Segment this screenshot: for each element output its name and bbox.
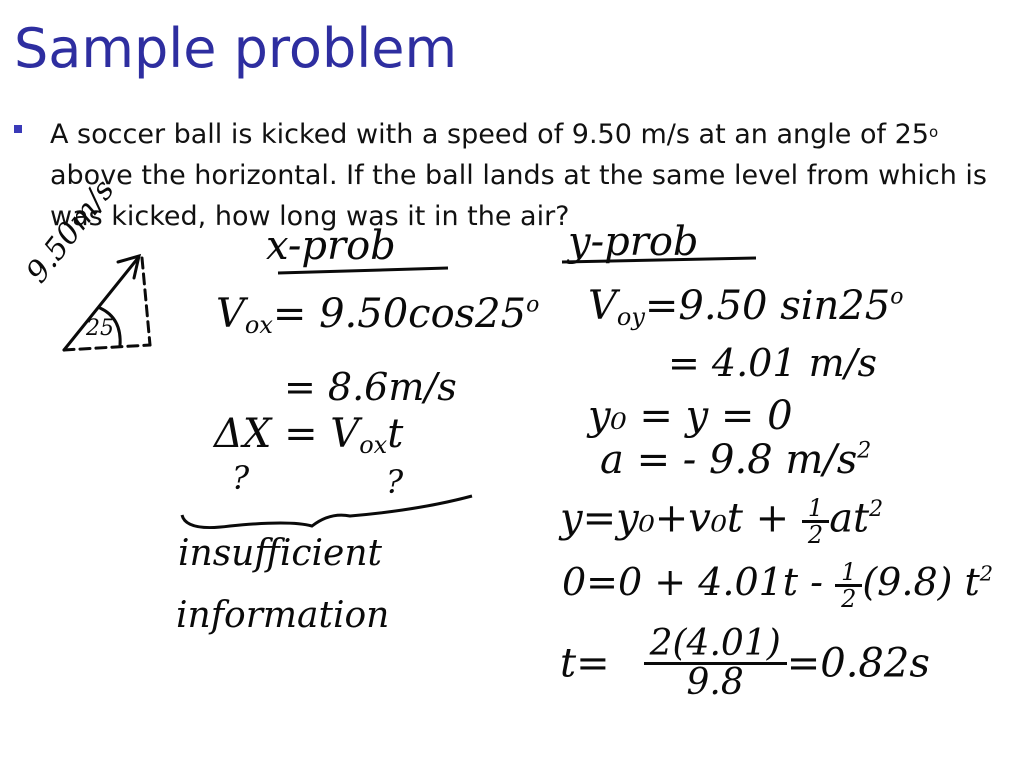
dx-right: t: [387, 411, 404, 457]
vox-expression: = 9.50cos25: [272, 291, 527, 337]
voy-subscript: oy: [616, 303, 645, 331]
kinematic-right: at: [829, 495, 870, 542]
vox-degree: o: [526, 292, 540, 318]
time-fraction: [644, 623, 787, 703]
degree-mark: o: [928, 123, 939, 141]
half-denominator: 2: [807, 521, 824, 549]
acceleration-text: a = - 9.8 m/s: [600, 437, 858, 483]
vox-result: = 8.6m/s: [284, 365, 457, 409]
time-denominator: 9.8: [686, 662, 744, 703]
problem-text-part2: above the horizontal. If the ball lands at the same level from which is was kicked, how long was it in the air?: [50, 160, 987, 232]
diagram-angle-label: 25: [86, 316, 114, 341]
time-result: =0.82s: [786, 640, 930, 687]
substituted-half-denominator: 2: [841, 585, 857, 613]
note-insufficient: insufficient: [178, 533, 383, 574]
note-information: information: [176, 595, 390, 636]
half-numerator: 1: [802, 496, 829, 523]
horizontal-dashed-line: [64, 345, 150, 350]
time-label: t=: [560, 640, 610, 687]
acceleration-equation: [600, 437, 872, 483]
vox-equation: [216, 291, 540, 339]
problem-text-part1: A soccer ball is kicked with a speed of 9.50 m/s at an angle of 25: [50, 119, 929, 150]
substituted-right: (9.8) t: [862, 560, 980, 604]
voy-result: = 4.01 m/s: [668, 341, 877, 385]
kinematic-exponent: 2: [869, 497, 884, 523]
vox-symbol: V: [216, 291, 245, 337]
unknown-t-mark: ?: [386, 463, 404, 501]
diagram-speed-label: 9.50m/s: [19, 173, 122, 290]
x-prob-header: x-prob: [266, 223, 396, 269]
voy-expression: =9.50 sin25: [644, 283, 891, 329]
vox-subscript: ox: [244, 311, 273, 339]
substituted-equation: [562, 560, 993, 611]
unknown-dx-mark: ?: [232, 459, 250, 497]
dx-subscript: ox: [359, 431, 388, 459]
slide-title: Sample problem: [14, 17, 458, 80]
substituted-half-numerator: 1: [835, 560, 862, 587]
acceleration-exponent: 2: [857, 438, 872, 464]
y-prob-header: y-prob: [568, 219, 699, 265]
voy-symbol: V: [588, 283, 617, 329]
vertical-dashed-line: [142, 258, 150, 345]
half-fraction: [802, 496, 829, 547]
dx-equation: [214, 411, 404, 459]
y0-equation: y₀ = y = 0: [588, 393, 793, 439]
voy-degree: o: [890, 284, 904, 310]
kinematic-left: y=y₀+v₀t +: [560, 495, 802, 542]
time-numerator: 2(4.01): [644, 626, 787, 665]
voy-equation: [588, 283, 904, 331]
substituted-left: 0=0 + 4.01t -: [562, 560, 836, 604]
kinematic-equation: [560, 496, 883, 547]
substituted-exponent: 2: [979, 561, 994, 586]
dx-left: ΔX = V: [214, 411, 360, 457]
brace: [182, 496, 472, 528]
substituted-half-fraction: [835, 560, 862, 611]
time-solution: [560, 623, 930, 703]
